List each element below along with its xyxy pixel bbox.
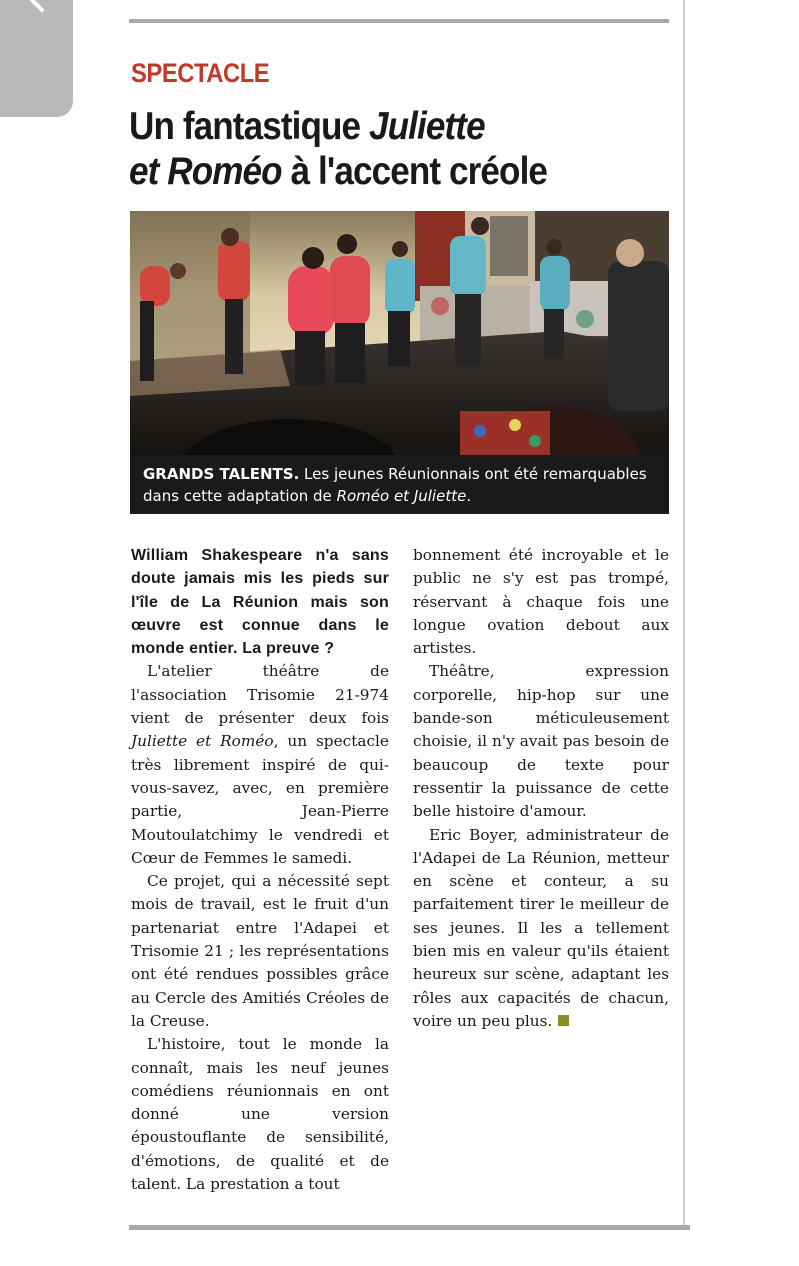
back-button[interactable] — [0, 0, 73, 117]
column-divider — [683, 0, 685, 1230]
headline-line-1 — [129, 104, 633, 149]
article-paragraph-3-continued: bonnement été incroyable et le public ne s'y est pas trompé, réservant à chaque fois une longue ovation debout aux artistes. — [413, 546, 669, 658]
paragraph-1-text-b: , un spectacle très librement inspiré de qui-vous-savez, avec, en première partie, Jean-Pierre Moutoulatchimy le vendredi et Cœur de Femmes le samedi. — [131, 732, 389, 867]
article-paragraph-4: Théâtre, expression corporelle, hip-hop sur une bande-son méticuleusement choisie, il n'y avait pas besoin de beaucoup de texte pour ressentir la puissance de cette belle histoire d'amour. — [413, 662, 669, 821]
back-arrow-icon — [26, 0, 56, 18]
article-photo — [130, 211, 669, 514]
headline-text-1: Un fantastique — [129, 105, 370, 148]
article-column-left — [131, 544, 389, 1196]
article-paragraph-3: L'histoire, tout le monde la connaît, mais les neuf jeunes comédiens réunionnais en ont donné une version époustouflante de sensibilité, d'émotions, de qualité et de talent. La prestation a tout — [131, 1035, 389, 1194]
bottom-rule — [129, 1225, 690, 1230]
paragraph-1-text-a: L'atelier théâtre de l'association Trisomie 21-974 vient de présenter deux fois — [131, 662, 389, 728]
end-of-article-square-icon — [558, 1015, 569, 1026]
article-paragraph-5 — [413, 824, 669, 1034]
headline-line-2 — [129, 149, 633, 194]
paragraph-1-italic: Juliette et Roméo — [131, 732, 274, 751]
caption-italic: Roméo et Juliette — [336, 487, 467, 505]
caption-lead: GRANDS TALENTS. — [143, 465, 300, 483]
top-rule — [129, 19, 669, 23]
caption-text: Les jeunes Réunionnais ont été remarquables dans cette adaptation de — [143, 465, 647, 505]
headline-text-2: à l'accent créole — [281, 150, 548, 193]
article-paragraph-1 — [131, 660, 389, 870]
headline-italic-2: et Roméo — [129, 150, 282, 193]
article-kicker: SPECTACLE — [131, 58, 270, 88]
paragraph-5-text: Eric Boyer, administrateur de l'Adapei de La Réunion, metteur en scène et conteur, a su parfaitement tirer le meilleur de ses jeunes. Il les a tellement bien mis en valeur qu'ils étaient heureux sur scène, adaptant les rôles aux capacités de chacun, voire un peu plus. — [413, 825, 669, 1030]
article-paragraph-2: Ce projet, qui a nécessité sept mois de travail, est le fruit d'un partenariat entre l'Adapei et Trisomie 21 ; les représentations ont été rendues possibles grâce au Cercle des Amitiés Créoles de la Creuse. — [131, 872, 389, 1030]
photo-caption — [130, 455, 669, 514]
article-headline — [129, 104, 633, 194]
article-lead: William Shakespeare n'a sans doute jamais mis les pieds sur l'île de La Réunion mais son œuvre est connue dans le monde entier. La preuve ? — [131, 547, 389, 658]
article-column-right — [413, 544, 669, 1033]
caption-end: . — [466, 487, 472, 505]
headline-italic-1: Juliette — [369, 105, 485, 148]
